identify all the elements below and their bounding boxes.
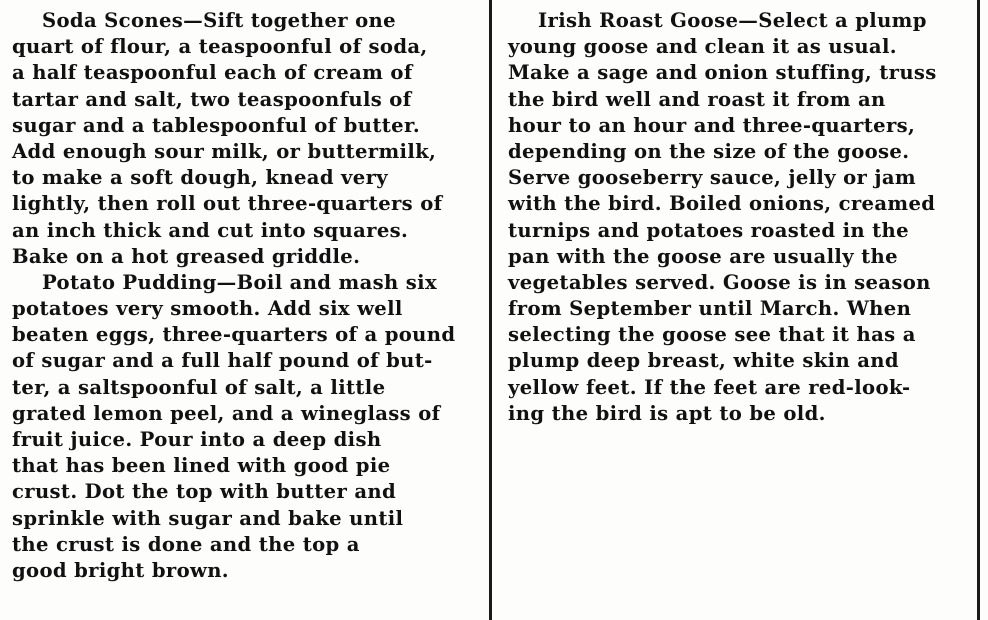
recipe-line: ter, a saltspoonful of salt, a little xyxy=(12,375,386,399)
recipe-line: the crust is done and the top a xyxy=(12,532,360,556)
recipe-line: quart of flour, a teaspoonful of soda, xyxy=(12,35,428,59)
recipe-line: an inch thick and cut into squares. xyxy=(12,218,409,242)
recipe-line: Potato Pudding—Boil and mash six xyxy=(42,270,438,294)
recipe-line: hour to an hour and three-quarters, xyxy=(508,113,916,137)
recipe-line: from September until March. When xyxy=(508,297,912,321)
recipe-line: good bright brown. xyxy=(12,558,229,582)
recipe-line: yellow feet. If the feet are red-look- xyxy=(508,375,911,399)
recipe-line: Soda Scones—Sift together one xyxy=(42,9,396,32)
recipe-line: sprinkle with sugar and bake until xyxy=(12,506,404,530)
recipe-line: that has been lined with good pie xyxy=(12,454,391,478)
recipe-line: depending on the size of the goose. xyxy=(508,139,910,163)
recipe-line: of sugar and a full half pound of but- xyxy=(12,349,433,373)
recipe-line: Irish Roast Goose—Select a plump xyxy=(538,9,927,32)
recipe-line: tartar and salt, two teaspoonfuls of xyxy=(12,87,412,111)
recipe-line: selecting the goose see that it has a xyxy=(508,323,916,347)
recipe-line: plump deep breast, white skin and xyxy=(508,349,899,373)
left-column xyxy=(12,8,480,584)
recipe-line: sugar and a tablespoonful of butter. xyxy=(12,113,420,137)
recipe-line: to make a soft dough, knead very xyxy=(12,166,389,190)
recipe-line: with the bird. Boiled onions, creamed xyxy=(508,192,936,216)
recipe-line: Serve gooseberry sauce, jelly or jam xyxy=(508,166,916,190)
recipe-line: ing the bird is apt to be old. xyxy=(508,401,826,425)
recipe-line: a half teaspoonful each of cream of xyxy=(12,61,413,85)
recipe-line: pan with the goose are usually the xyxy=(508,244,898,268)
recipe-line: Bake on a hot greased griddle. xyxy=(12,244,361,268)
column-divider xyxy=(489,0,492,620)
recipe-line: fruit juice. Pour into a deep dish xyxy=(12,428,382,451)
recipe-line: grated lemon peel, and a wineglass of xyxy=(12,401,441,425)
recipe-line: potatoes very smooth. Add six well xyxy=(12,297,403,321)
recipe-line: beaten eggs, three-quarters of a pound xyxy=(12,323,456,347)
recipe-line: vegetables served. Goose is in season xyxy=(508,270,931,294)
recipe-line: young goose and clean it as usual. xyxy=(508,35,897,59)
recipe-line: the bird well and roast it from an xyxy=(508,87,886,111)
right-border-rule xyxy=(977,0,980,620)
right-column xyxy=(508,8,970,427)
recipe-line: lightly, then roll out three-quarters of xyxy=(12,192,443,216)
recipe-line: Make a sage and onion stuffing, truss xyxy=(508,61,937,85)
recipe-line: turnips and potatoes roasted in the xyxy=(508,218,909,242)
recipe-line: crust. Dot the top with butter and xyxy=(12,480,397,504)
recipe-line: Add enough sour milk, or buttermilk, xyxy=(12,139,437,163)
